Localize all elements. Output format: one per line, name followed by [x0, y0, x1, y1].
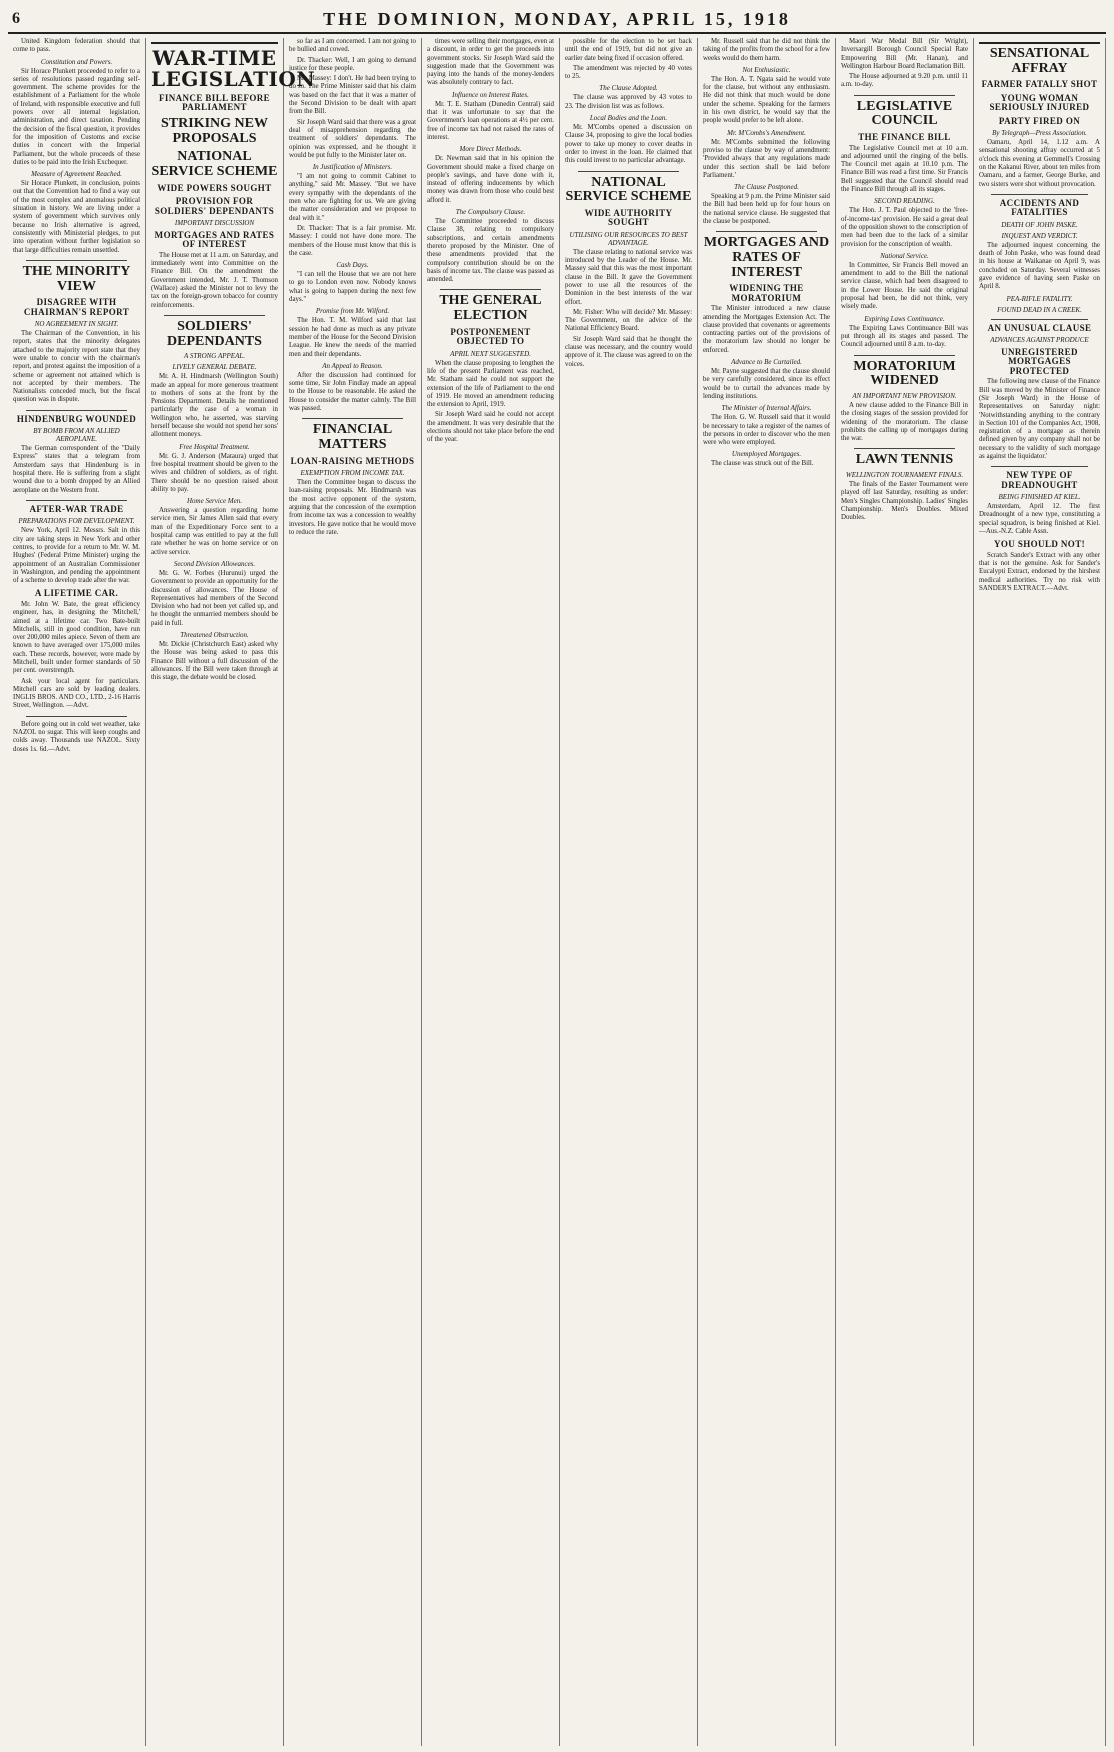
- subheading: PREPARATIONS FOR DEVELOPMENT.: [18, 517, 135, 526]
- column-2: [146, 38, 316, 1746]
- advertisement-text: Before going out in cold wet weather, take NAZOL no sugar. This will keep coughs and colds away. Thousands use NAZOL. Sixty doses 1s. 6d.—Advt.: [13, 720, 140, 753]
- headline-unusual-clause: AN UNUSUAL CLAUSE: [987, 322, 1092, 333]
- article-text: The clause relating to national service was introduced by the Leader of the House. Mr. Massey said that this was the most important clause in the Bill. It gave the Government power to use all the resources of the Dominion in the best interests of the war effort.: [565, 248, 692, 306]
- subheadline: FINANCE BILL BEFORE PARLIAMENT: [158, 93, 271, 113]
- article-text: Mr. M'Combs submitted the following proviso to the clause by way of amendment: 'Provided always that any regulations made under this section shall be laid before Parliament.': [703, 138, 830, 179]
- divider: [854, 95, 956, 96]
- article-text: Mr. Dickie (Christchurch East) asked why the House was being asked to pass this Finance Bill without a full discussion of the allowances. If the Bill were taken through at this stage, the debate would be closed.: [151, 640, 278, 682]
- article-text: A new clause added to the Finance Bill in the closing stages of the session provided for widening of the moratorium. The clause prohibits the calling up of mortgages during the war.: [841, 401, 968, 443]
- subheading: In Justification of Ministers.: [312, 163, 393, 172]
- article-text: The Hon. J. T. Paul objected to the 'free-of-income-tax' provision. He said a great deal of the opposition shown to the conscription of men had been due to the lack of a similar provision for the conscription of wealth.: [841, 207, 968, 248]
- article-text: The House met at 11 a.m. on Saturday, and immediately went into Committee on the Finance Bill. On the amendment the Government intended, Mr. J. T. Thomson (Wallace) asked the Minister not to levy the tax on the foreign-grown tobacco for country reinforcements.: [151, 251, 278, 309]
- subheading: Cash Days.: [336, 261, 369, 270]
- article-text: Dr. Newman said that in his opinion the Government should make a fixed charge on people's savings, and have done with it, instead of offering inducements by which money was drawn from those who could best afford it.: [427, 155, 554, 204]
- subheading: Threatened Obstruction.: [180, 630, 249, 639]
- headline-after-war-trade: AFTER-WAR TRADE: [29, 503, 124, 514]
- column-1: [8, 38, 146, 1746]
- article-text: Speaking at 9 p.m. the Prime Minister said the Bill had been held up for four hours on the national service clause. He suggested that the clause be postponed.: [703, 193, 830, 226]
- article-text: possible for the election to be set back until the end of 1919, but did not give an earlier date being fixed if occasion offered.: [565, 38, 692, 62]
- headline-accidents: ACCIDENTS AND FATALITIES: [999, 197, 1080, 218]
- subheading: National Service.: [880, 251, 929, 260]
- subheading: Constitution and Powers.: [40, 57, 113, 66]
- subheadline: DISAGREE WITH CHAIRMAN'S REPORT: [23, 297, 130, 317]
- article-text: times were selling their mortgages, even at a discount, in order to get the proceeds into government stocks. Sir Joseph Ward said the suggestion made that the Government was paying into the hands of the money-lenders was absolutely contrary to fact.: [427, 38, 554, 87]
- article-text: Sir Horace Plunkett proceeded to refer to a series of resolutions passed regarding self-government. The scheme provides for the establishment of a Parliament for the whole of Ireland, with responsible executive and full powers over all internal legislation, administration, and direct taxation. Pending the decision of the fiscal question, it provides for the imposition of Customs and excise duties in concert with the Imperial Parliament, but the whole proceeds of these duties to be paid into the Irish Exchequer.: [13, 67, 140, 166]
- subheading: By Telegraph—Press Association.: [992, 129, 1087, 138]
- subheading: More Direct Methods.: [459, 145, 522, 154]
- headline-minority-view: THE MINORITY VIEW: [22, 263, 131, 294]
- article-text: Dr. Thacker: Well, I am going to demand justice for these people.: [289, 56, 416, 72]
- article-text: The Legislative Council met at 10 a.m. and adjourned until the ringing of the bells. The Council met again at 10.10 p.m. The Finance Bill was read a first time. Sir Francis Bell suggested that the Council should read the Finance Bill through all its stages.: [841, 144, 968, 194]
- subheading: Not Enthusiastic.: [742, 65, 791, 74]
- divider: [164, 315, 266, 316]
- subheading: Local Bodies and the Loan.: [589, 114, 668, 123]
- subheading: An Appeal to Reason.: [322, 361, 383, 370]
- subheadline: LOAN-RAISING METHODS: [290, 455, 415, 466]
- divider: [26, 410, 128, 411]
- subheading: Mr. M'Combs's Amendment.: [727, 128, 806, 137]
- subheading: Promise from Mr. Wilford.: [315, 307, 390, 316]
- article-text: New York, April 12. Messrs. Salt in this city are taking steps in New York and other centres, to provide for a return to Mr. W. M. Hughes' (Federal Prime Minister) urging the appointment of an Australian Commissioner in Washington, and pending the appointment of a scheme to develop trade after the war.: [13, 527, 140, 585]
- subheadline: UNREGISTERED MORTGAGES PROTECTED: [1001, 347, 1078, 376]
- subheadline: MORTGAGES AND RATES OF INTEREST: [154, 229, 275, 250]
- subheadline: STRIKING NEW PROPOSALS: [161, 115, 268, 146]
- headline-mortgages: MORTGAGES AND RATES OF INTEREST: [703, 235, 830, 280]
- article-text: United Kingdom federation should that come to pass.: [13, 38, 140, 54]
- article-text: Answering a question regarding home service men, Sir James Allen said that every man of the Expeditionary Force sent to a hospital camp was entitled to pay at the full rate whether he was on home service or on active service.: [151, 507, 278, 556]
- article-text: Mr. A. H. Hindmarsh (Wellington South) made an appeal for more generous treatment to mothers of sons at the front by the Pensions Department. Details he mentioned particularly the case of a woman in Wellington who, he asserted, was starving herself because she would not spend her sons' allotment moneys.: [151, 373, 278, 439]
- advertisement-text: Ask your local agent for particulars. Mitchell cars are sold by leading dealers. INGLIS BROS. AND CO., LTD., 2-16 Harris Street, Wellington. —Advt.: [13, 677, 140, 710]
- divider: [991, 194, 1088, 195]
- subheading: BEING FINISHED AT KIEL.: [998, 493, 1081, 502]
- subheadline: NATIONAL SERVICE SCHEME: [151, 149, 278, 179]
- subheading: EXEMPTION FROM INCOME TAX.: [300, 469, 405, 478]
- divider: [991, 466, 1088, 467]
- subheading: APRIL NEXT SUGGESTED.: [450, 349, 531, 358]
- article-text: After the discussion had continued for some time, Sir John Findlay made an appeal to the House to be reasonable. He asked the House to consider the matter calmly. The Bill was passed.: [289, 371, 416, 412]
- subheadline: PROVISION FOR SOLDIERS' DEPENDANTS: [154, 196, 275, 216]
- subheading: The Compulsory Clause.: [455, 208, 526, 217]
- column-6: [698, 38, 836, 1746]
- subheadline: PARTY FIRED ON: [998, 115, 1081, 126]
- article-text: The finals of the Easter Tournament were played off last Saturday, resulting as under: Men's Singles Championship. Ladies' Singles Championship. Men's Doubles. Mixed Doubles.: [841, 481, 968, 522]
- subheading: The Minister of Internal Affairs.: [721, 404, 812, 413]
- divider: [302, 418, 404, 419]
- headline-general-election: THE GENERAL ELECTION: [439, 293, 542, 324]
- divider: [854, 355, 956, 356]
- article-text: The Hon. A. T. Ngata said he would vote for the clause, but without any enthusiasm. He did not think that much would be done under the scheme. Speaking for the farmers in his own district, he would say that the people would prefer to be left alone.: [703, 75, 830, 125]
- article-text: The clause was struck out of the Bill.: [711, 460, 814, 468]
- article-text: The following new clause of the Finance Bill was moved by the Minister of Finance (Sir Joseph Ward) in the House of Representatives on Saturday night: 'Notwithstanding anything to the contrary in Section 101 of the Companies Act, 1908, registration of a mortgage as therein defined given by any company shall not be necessary to the validity of such mortgage as against the liquidator.': [979, 378, 1100, 460]
- subheading: IMPORTANT DISCUSSION: [174, 218, 255, 227]
- headline-lifetime-car: A LIFETIME CAR.: [34, 588, 119, 599]
- headline-moratorium: MORATORIUM WIDENED: [853, 358, 956, 389]
- article-text: The Hon. G. W. Russell said that it would be necessary to take a register of the names of the persons in order to discover who the men were who were employed.: [703, 414, 830, 447]
- article-text: The Committee proceeded to discuss Clause 38, relating to compulsory subscriptions, and certain amendments thereto proposed by the Minister. One of these amendments provided that the compulsory contribution should be on the basis of income tax. The clause was passed as amended.: [427, 218, 554, 284]
- article-text: Mr. Massey: I don't. He had been trying to do so. The Prime Minister said that his claim was based on the fact that it was a matter of the Second Division to be dealt with apart from the Bill.: [289, 75, 416, 116]
- article-text: Mr. Fisher: Who will decide? Mr. Massey: The Government, on the advice of the National Efficiency Board.: [565, 308, 692, 333]
- subheading: AN IMPORTANT NEW PROVISION.: [852, 391, 957, 400]
- subheading: Influence on Interest Rates.: [452, 90, 529, 99]
- subheadline: POSTPONEMENT OBJECTED TO: [450, 326, 531, 347]
- headline-national-service: NATIONAL SERVICE SCHEME: [565, 174, 692, 205]
- subheading: Expiring Laws Continuance.: [864, 314, 945, 323]
- article-text: The Chairman of the Convention, in his report, states that the minority delegates attached to the majority report state that they were unable to concur with the chairman's report, and protest against the imposition of a scheme or agreement not attained which is not accepted by their members. The Nationalists conceded much, but the fiscal question was in dispute.: [13, 330, 140, 404]
- column-8: [974, 38, 1106, 1746]
- divider: [578, 171, 680, 172]
- subheading: BY BOMB FROM AN ALLIED AEROPLANE.: [33, 427, 120, 444]
- article-text: The clause was approved by 43 votes to 23. The division list was as follows.: [565, 94, 692, 110]
- article-text: The Minister introduced a new clause amending the Mortgages Extension Act. The clause provided that covenants or agreements contracting parties out of the provisions of the moratorium law should no longer be enforced.: [703, 305, 830, 354]
- article-text: The amendment was rejected by 40 votes to 25.: [565, 64, 692, 81]
- article-text: Mr. John W. Bate, the great efficiency engineer, has, in designing the 'Mitchell,' aimed at a lifetime car. Two Bate-built Mitchells, still in good condition, have run over 200,000 miles apiece. Seven of them are known to have averaged over 175,000 miles each. These records, however, were made by Mitchell, built under former standards of 50 per cent. overstrength.: [13, 600, 140, 675]
- article-text: Amsterdam, April 12. The first Dreadnought of a new type, constituting a special squadron, is being finished at Kiel.—Aus.-N.Z. Cable Assn.: [979, 503, 1100, 536]
- column-7: [836, 38, 974, 1746]
- subheading: LIVELY GENERAL DEBATE.: [172, 363, 257, 372]
- article-text: so far as I am concerned. I am not going to be bullied and cowed.: [289, 38, 416, 54]
- subheadline: YOUNG WOMAN SERIOUSLY INJURED: [989, 92, 1090, 113]
- masthead: [8, 6, 1106, 34]
- subheading: Free Hospital Treatment.: [179, 442, 250, 451]
- divider: [854, 448, 956, 449]
- subheading: FOUND DEAD IN A CREEK.: [997, 305, 1082, 314]
- subheading: WELLINGTON TOURNAMENT FINALS.: [845, 471, 964, 480]
- column-3: [284, 38, 422, 1746]
- subheading: The Clause Postponed.: [734, 183, 799, 192]
- subheading: SECOND READING.: [874, 197, 935, 206]
- headline-soldiers-dependants: SOLDIERS' DEPENDANTS: [167, 318, 262, 349]
- subheading: INQUEST AND VERDICT.: [1001, 231, 1078, 240]
- article-text: Sir Joseph Ward said that he thought the clause was necessary, and the country would approve of it. The clause was agreed to on the voices.: [565, 335, 692, 368]
- subheadline: THE FINANCE BILL: [858, 132, 951, 143]
- article-text: Mr. Payne suggested that the clause should be very carefully considered, since its effect would be to curtail the advances made by lending institutions.: [703, 368, 830, 400]
- headline-dreadnought: NEW TYPE OF DREADNOUGHT: [1001, 470, 1078, 490]
- divider: [26, 716, 128, 717]
- article-text: The German correspondent of the "Daily Express" states that a telegram from Amsterdam says that Hindenburg is in hospital there. He is suffering from a slight wound due to a bomb dropped by an Allied aeroplane on the Western front.: [13, 445, 140, 494]
- divider: [26, 500, 128, 501]
- article-text: The adjourned inquest concerning the death of John Paske, who was found dead in his house at Waikanae on April 9, was concluded on Saturday. Several witnesses gave evidence of having seen Paske on April 8.: [979, 241, 1100, 291]
- column-4: [422, 38, 560, 1746]
- subheading: UTILISING OUR RESOURCES TO BEST ADVANTAGE.: [569, 230, 688, 247]
- subheading: A STRONG APPEAL.: [184, 352, 245, 361]
- subheading: PEA-RIFLE FATALITY.: [1006, 294, 1073, 303]
- article-text: "I can tell the House that we are not here to go to London even now. Nobody knows what is going to happen during the next few days.": [289, 271, 416, 304]
- article-text: Dr. Thacker: That is a fair promise. Mr. Massey: I could not have done more. The members of the House must know that this is the case.: [289, 224, 416, 257]
- column-5: [560, 38, 698, 1746]
- divider: [440, 289, 542, 290]
- headline-lawn-tennis: LAWN TENNIS: [855, 452, 954, 468]
- article-text: Mr. M'Combs opened a discussion on Clause 34, proposing to give the local bodies power to take up money to cover deaths in order to invest in the loan. He claimed that this could invest to no particular advantage.: [565, 124, 692, 165]
- subheading: Measure of Agreement Reached.: [31, 170, 122, 179]
- divider: [991, 319, 1088, 320]
- headline-war-time-legislation: WAR-TIME LEGISLATION: [151, 42, 278, 90]
- article-text: Sir Joseph Ward said that there was a great deal of misapprehension regarding the treatment of soldiers' dependants. The opinion was expressed, and he thought it would be put fully to the Minister later on.: [289, 118, 416, 159]
- advertisement-text: Scratch Sander's Extract with any other that is not the genuine. Ask for Sander's Eucalypti Extract, endorsed by the hirshest medical authorities. Try no risk with SANDER'S EXTRACT.—Advt.: [979, 551, 1100, 592]
- article-text: The Expiring Laws Continuance Bill was put through all its stages and passed. The Council adjourned until 8 a.m. to-day.: [841, 324, 968, 349]
- article-text: Mr. Russell said that he did not think the taking of the profits from the school for a few weeks would do them harm.: [703, 38, 830, 62]
- subheadline: WIDENING THE MORATORIUM: [729, 283, 804, 303]
- headline-legislative-council: LEGISLATIVE COUNCIL: [856, 98, 953, 129]
- advertisement-headline: YOU SHOULD NOT!: [993, 539, 1085, 550]
- divider: [26, 260, 128, 261]
- page-number: 6: [12, 10, 20, 27]
- subheadline: FARMER FATALLY SHOT: [981, 79, 1098, 90]
- subheading: NO AGREEMENT IN SIGHT.: [34, 320, 119, 329]
- article-text: The House adjourned at 9.20 p.m. until 11 a.m. to-day.: [841, 73, 968, 89]
- subheading: The Clause Adopted.: [599, 84, 658, 93]
- headline-sensational-affray: SENSATIONAL AFFRAY: [979, 42, 1100, 76]
- article-text: Sir Horace Plunkett, in conclusion, points out that the Convention had to find a way out of the most complex and anomalous political situation in history. We are living under a system of government which survives only because no Irish alternative is agreed, consistently with Ministerial pledges, to put into operation without further legislation so that large difficulties remain unsettled.: [13, 180, 140, 254]
- article-text: The Hon. T. M. Wilford said that last session he had done as much as any private member of the House for the Second Division League. He knew the needs of the married men and their dependants.: [289, 317, 416, 358]
- subheading: DEATH OF JOHN PASKE.: [1001, 220, 1078, 229]
- article-text: In Committee, Sir Francis Bell moved an amendment to add to the Bill the national service clause, which had been disagreed to in the Lower House. He said the original proposal had been, he did not think, very wisely made.: [841, 261, 968, 311]
- article-text: Mr. G. J. Anderson (Mataura) urged that free hospital treatment should be given to the wives and children of soldiers, as of right. There should be no question raised about ability to pay.: [151, 452, 278, 493]
- newspaper-title: THE DOMINION, MONDAY, APRIL 15, 1918: [323, 8, 791, 29]
- article-text: Then the Committee began to discuss the loan-raising proposals. Mr. Hindmarsh was the most active opponent of the system, arguing that the concession of the exemption from income tax was a concession to wealthy investors. He gave notice that he would move to reduce the rate.: [289, 479, 416, 536]
- subheading: ADVANCES AGAINST PRODUCE: [990, 336, 1089, 344]
- headline-financial-matters: FINANCIAL MATTERS: [312, 422, 393, 452]
- subheading: Advance to Be Curtailed.: [731, 358, 802, 367]
- article-text: Oamaru, April 14, 1.12 a.m. A sensational shooting affray occurred at 5 o'clock this evening at Gemmell's Crossing on the Kakanui River, about ten miles from Oamaru, and a farmer, George Burke, and two sisters were shot without provocation.: [979, 139, 1100, 188]
- subheading: Unemployed Mortgages.: [731, 450, 802, 459]
- subheadline: WIDE POWERS SOUGHT: [157, 182, 272, 193]
- article-text: Sir Joseph Ward said he could not accept the amendment. It was very desirable that the elections should not take place before the end of the year.: [427, 411, 554, 444]
- article-text: When the clause proposing to lengthen the life of the present Parliament was reached, Mr. Statham said he could not support the extension of the life of Parliament to the end of 1919. He moved an amendment reducing the extension to April, 1919.: [427, 359, 554, 409]
- subheading: Second Division Allowances.: [173, 559, 256, 568]
- divider: [716, 231, 818, 232]
- headline-hindenburg: HINDENBURG WOUNDED: [16, 413, 137, 424]
- article-text: Mr. T. E. Statham (Dunedin Central) said that it was unfortunate to say that the Government's loan operations at 4½ per cent. free of income tax had not raised the rates of interest.: [427, 100, 554, 141]
- article-text: Maori War Medal Bill (Sir Wright), Inversargill Borough Council Special Rate Empowering Bill (Mr. Hanan), and Wellington Harbour Board Reclamation Bill.: [841, 38, 968, 70]
- subheadline: WIDE AUTHORITY SOUGHT: [584, 207, 673, 228]
- subheading: Home Service Men.: [186, 497, 242, 506]
- article-text: Mr. G. W. Forbes (Hurunui) urged the Government to provide an opportunity for the discussion of allowances. The House of Representatives had members of the Second Division who had not been yet called up, and he thought the unmarried members should be paid in full.: [151, 569, 278, 627]
- article-text: "I am not going to commit Cabinet to anything," said Mr. Massey. "But we have every sympathy with the dependants of the men who are fighting for us. We are giving the matter consideration and we propose to deal with it.": [289, 173, 416, 222]
